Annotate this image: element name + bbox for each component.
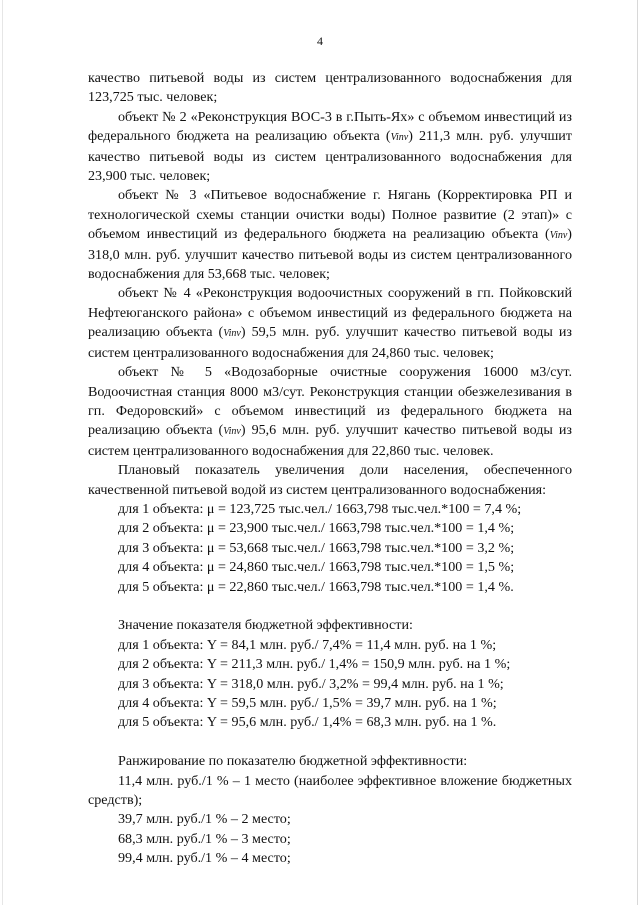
mu-line: для 4 объекта: μ = 24,860 тыс.чел./ 1663,798 тыс.чел.*100 = 1,5 %; [118, 559, 515, 576]
object-4-text-end: ) 59,5 млн. руб. улучшит качество питьевой воды из систем централизованного водоснабжения для 24,860 тыс. человек; [88, 324, 572, 361]
y-line: для 4 объекта: Y = 59,5 млн. руб./ 1,5% = 39,7 млн. руб. на 1 %; [118, 694, 497, 711]
page-number: 4 [317, 34, 323, 48]
ranking-line: 39,7 млн. руб./1 % – 2 место; [118, 811, 291, 828]
ranking-line: 68,3 млн. руб./1 % – 3 место; [118, 830, 291, 847]
spacer [88, 733, 572, 752]
object-3-paragraph [88, 186, 572, 284]
vinv-symbol: Vinv [223, 328, 241, 340]
object-4-paragraph [88, 284, 572, 363]
planned-indicator-paragraph: Плановый показатель увеличения доли населения, обеспеченного качественной питьевой водой из систем централизованного водоснабжения: [88, 462, 572, 498]
object-2-text-start: объект № 2 «Реконструкция ВОС-3 в г.Пыть-Ях» с объемом инвестиций из федерального бюджета на реализацию объекта ( [88, 108, 572, 145]
y-line: для 2 объекта: Y = 211,3 млн. руб./ 1,4% = 150,9 млн. руб. на 1 %; [118, 656, 511, 673]
object-3-text-start: объект № 3 «Питьевое водоснабжение г. Нягань (Корректировка РП и технологической схемы станции очистки воды) Полное развитие (2 этап)» с объемом инвестиций из федерального бюджета на реализацию объекта ( [88, 187, 572, 243]
y-line: для 1 объекта: Y = 84,1 млн. руб./ 7,4% = 11,4 млн. руб. на 1 %; [118, 636, 497, 653]
spacer [88, 597, 572, 616]
scan-edge-right [637, 0, 638, 905]
object-5-text-end: ) 95,6 млн. руб. улучшит качество питьевой воды из систем централизованного водоснабжения для 22,860 тыс. человек. [88, 422, 572, 459]
object-4-text-start: объект № 4 «Реконструкция водоочистных сооружений в гп. Пойковский Нефтеюганского района» с объемом инвестиций из федерального бюджета на реализацию объекта ( [88, 285, 572, 341]
mu-line: для 1 объекта: μ = 123,725 тыс.чел./ 1663,798 тыс.чел.*100 = 7,4 %; [118, 500, 522, 517]
vinv-symbol: Vinv [549, 230, 568, 242]
ranking-first-place: 11,4 млн. руб./1 % – 1 место (наиболее эффективное вложение бюджетных средств); [88, 772, 572, 808]
mu-line: для 3 объекта: μ = 53,668 тыс.чел./ 1663,798 тыс.чел.*100 = 3,2 %; [118, 539, 515, 556]
scan-edge-left [2, 0, 3, 905]
y-line: для 3 объекта: Y = 318,0 млн. руб./ 3,2% = 99,4 млн. руб. на 1 %; [118, 675, 504, 692]
object-5-text-start: объект № 5 «Водозаборные очистные сооружения 16000 м3/сут. Водоочистная станция 8000 м3/сут. Реконструкция станции обезжелезивания в гп. Федоровский» с объемом инвестиций из федерального бюджета на реализацию объекта ( [88, 364, 572, 439]
mu-line: для 5 объекта: μ = 22,860 тыс.чел./ 1663,798 тыс.чел.*100 = 1,4 %. [118, 578, 514, 595]
y-line: для 5 объекта: Y = 95,6 млн. руб./ 1,4% = 68,3 млн. руб. на 1 %. [118, 714, 497, 731]
mu-line: для 2 объекта: μ = 23,900 тыс.чел./ 1663,798 тыс.чел.*100 = 1,4 %; [118, 520, 515, 537]
object-2-paragraph [88, 108, 572, 187]
intro-paragraph: качество питьевой воды из систем централизованного водоснабжения для 123,725 тыс. человек; [88, 70, 572, 106]
vinv-symbol: Vinv [390, 132, 409, 144]
object-3-text-end: ) 318,0 млн. руб. улучшит качество питьевой воды из систем централизованного водоснабжения для 53,668 тыс. человек; [88, 226, 572, 283]
budget-efficiency-heading: Значение показателя бюджетной эффективности: [118, 617, 413, 634]
document-body [88, 69, 572, 869]
object-2-text-end: ) 211,3 млн. руб. улучшит качество питьевой воды из систем централизованного водоснабжения для 23,900 тыс. человек; [88, 128, 573, 185]
ranking-heading: Ранжирование по показателю бюджетной эффективности: [118, 753, 468, 770]
ranking-line: 99,4 млн. руб./1 % – 4 место; [118, 850, 291, 867]
vinv-symbol: Vinv [223, 426, 241, 438]
object-5-paragraph [88, 363, 572, 461]
